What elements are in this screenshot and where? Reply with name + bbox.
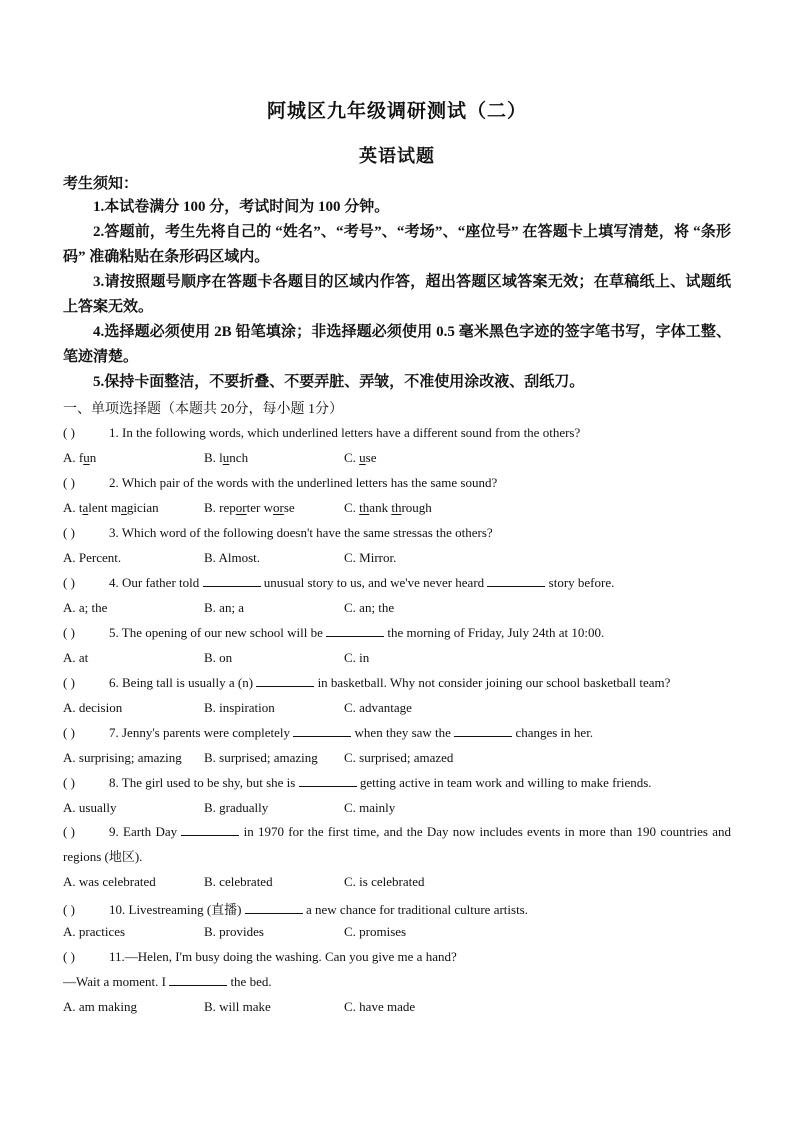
question-9 xyxy=(63,819,731,869)
option-c: C. mainly xyxy=(344,800,396,815)
question-text: 10. Livestreaming (直播) xyxy=(109,902,245,917)
question-text: the morning of Friday, July 24th at 10:00. xyxy=(384,625,605,640)
option-c: C. Mirror. xyxy=(344,550,397,565)
question-text: 1. In the following words, which underlined letters have a different sound from the others? xyxy=(109,425,581,440)
option-c: C. thank through xyxy=(344,500,432,515)
question-text: a new chance for traditional culture artists. xyxy=(302,902,528,917)
question-text: 2. Which pair of the words with the underlined letters has the same sound? xyxy=(109,475,498,490)
option-a: A. talent magician xyxy=(63,500,159,515)
question-11 xyxy=(63,949,731,965)
section-heading: 一、单项选择题（本题共 20分，每小题 1分） xyxy=(63,402,343,417)
question-text: 11.—Helen, I'm busy doing the washing. Can you give me a hand? xyxy=(109,949,457,964)
option-a: A. was celebrated xyxy=(63,874,156,889)
option-b: B. Almost. xyxy=(204,550,260,565)
question-11-reply xyxy=(63,974,731,990)
answer-paren[interactable]: ( ) xyxy=(63,725,75,740)
option-b: B. gradually xyxy=(204,800,269,815)
question-text: 6. Being tall is usually a (n) xyxy=(109,675,257,690)
option-a: A. am making xyxy=(63,999,138,1014)
option-a: A. Percent. xyxy=(63,550,122,565)
notice-heading: 考生须知： xyxy=(63,176,139,192)
notice-item-5: 5.保持卡面整洁，不要折叠、不要弄脏、弄皱，不准使用涂改液、刮纸刀。 xyxy=(93,374,585,390)
blank-line xyxy=(203,575,261,587)
question-text: unusual story to us, and we've never heard xyxy=(260,575,488,590)
blank-line xyxy=(487,575,545,587)
answer-paren[interactable]: ( ) xyxy=(63,425,75,440)
blank-line xyxy=(181,824,239,836)
answer-paren[interactable]: ( ) xyxy=(63,775,75,790)
question-text: 4. Our father told xyxy=(109,575,203,590)
blank-line xyxy=(454,725,512,737)
option-b: B. lunch xyxy=(204,450,249,465)
option-b: B. provides xyxy=(204,924,264,939)
answer-paren[interactable]: ( ) xyxy=(63,824,75,839)
option-a: A. a; the xyxy=(63,600,108,615)
question-text: getting active in team work and willing to make friends. xyxy=(356,775,652,790)
question-text: 3. Which word of the following doesn't have the same stressas the others? xyxy=(109,525,493,540)
option-c: C. use xyxy=(344,450,377,465)
blank-line xyxy=(245,902,303,914)
answer-paren[interactable]: ( ) xyxy=(63,525,75,540)
question-1 xyxy=(63,425,731,441)
question-text: 7. Jenny's parents were completely xyxy=(109,725,294,740)
option-b: B. surprised; amazing xyxy=(204,750,318,765)
answer-paren[interactable]: ( ) xyxy=(63,902,75,917)
question-text: 5. The opening of our new school will be xyxy=(109,625,327,640)
notice-item-4: 4.选择题必须使用 2B 铅笔填涂；非选择题必须使用 0.5 毫米黑色字迹的签字笔书写，字体工整、笔迹清楚。 xyxy=(63,324,731,365)
option-a: A. practices xyxy=(63,924,126,939)
question-text: in basketball. Why not consider joining our school basketball team? xyxy=(314,675,671,690)
page-subtitle: 英语试题 xyxy=(359,146,435,166)
option-a: A. fun xyxy=(63,450,97,465)
answer-paren[interactable]: ( ) xyxy=(63,475,75,490)
question-10 xyxy=(63,899,731,918)
question-2 xyxy=(63,475,731,491)
question-text: 8. The girl used to be shy, but she is xyxy=(109,775,299,790)
question-8 xyxy=(63,775,731,791)
question-4 xyxy=(63,575,731,591)
answer-paren[interactable]: ( ) xyxy=(63,949,75,964)
option-c: C. in xyxy=(344,650,370,665)
question-7 xyxy=(63,725,731,741)
blank-line xyxy=(299,775,357,787)
option-b: B. an; a xyxy=(204,600,245,615)
notice-item-2: 2.答题前，考生先将自己的 “姓名”、“考号”、“考场”、“座位号” 在答题卡上填写清楚，将 “条形码” 准确粘贴在条形码区域内。 xyxy=(63,224,731,265)
question-5 xyxy=(63,625,731,641)
option-b: B. will make xyxy=(204,999,271,1014)
option-b: B. reporter worse xyxy=(204,500,295,515)
notice-item-3: 3.请按照题号顺序在答题卡各题目的区域内作答，超出答题区域答案无效；在草稿纸上、试题纸上答案无效。 xyxy=(63,274,731,315)
answer-paren[interactable]: ( ) xyxy=(63,675,75,690)
option-c: C. surprised; amazed xyxy=(344,750,454,765)
option-b: B. inspiration xyxy=(204,700,275,715)
answer-paren[interactable]: ( ) xyxy=(63,625,75,640)
blank-line xyxy=(326,625,384,637)
option-c: C. an; the xyxy=(344,600,395,615)
question-text: changes in her. xyxy=(512,725,594,740)
question-text: the bed. xyxy=(227,974,272,989)
option-b: B. on xyxy=(204,650,233,665)
question-text: 9. Earth Day xyxy=(109,824,182,839)
option-c: C. advantage xyxy=(344,700,412,715)
option-b: B. celebrated xyxy=(204,874,273,889)
blank-line xyxy=(293,725,351,737)
option-a: A. decision xyxy=(63,700,123,715)
answer-paren[interactable]: ( ) xyxy=(63,575,75,590)
option-a: A. usually xyxy=(63,800,117,815)
option-c: C. have made xyxy=(344,999,416,1014)
question-text: —Wait a moment. I xyxy=(63,974,170,989)
question-3 xyxy=(63,525,731,541)
option-c: C. promises xyxy=(344,924,407,939)
blank-line xyxy=(256,675,314,687)
page-title: 阿城区九年级调研测试（二） xyxy=(266,101,527,122)
question-text: in 1970 for the first time, and the Day now includes events in more than 190 countries and regions (地区). xyxy=(63,824,732,864)
blank-line xyxy=(169,974,227,986)
question-text: when they saw the xyxy=(351,725,455,740)
option-a: A. surprising; amazing xyxy=(63,750,182,765)
notice-item-1: 1.本试卷满分 100 分，考试时间为 100 分钟。 xyxy=(93,199,390,215)
option-c: C. is celebrated xyxy=(344,874,425,889)
question-6 xyxy=(63,675,731,691)
option-a: A. at xyxy=(63,650,89,665)
question-text: story before. xyxy=(545,575,615,590)
